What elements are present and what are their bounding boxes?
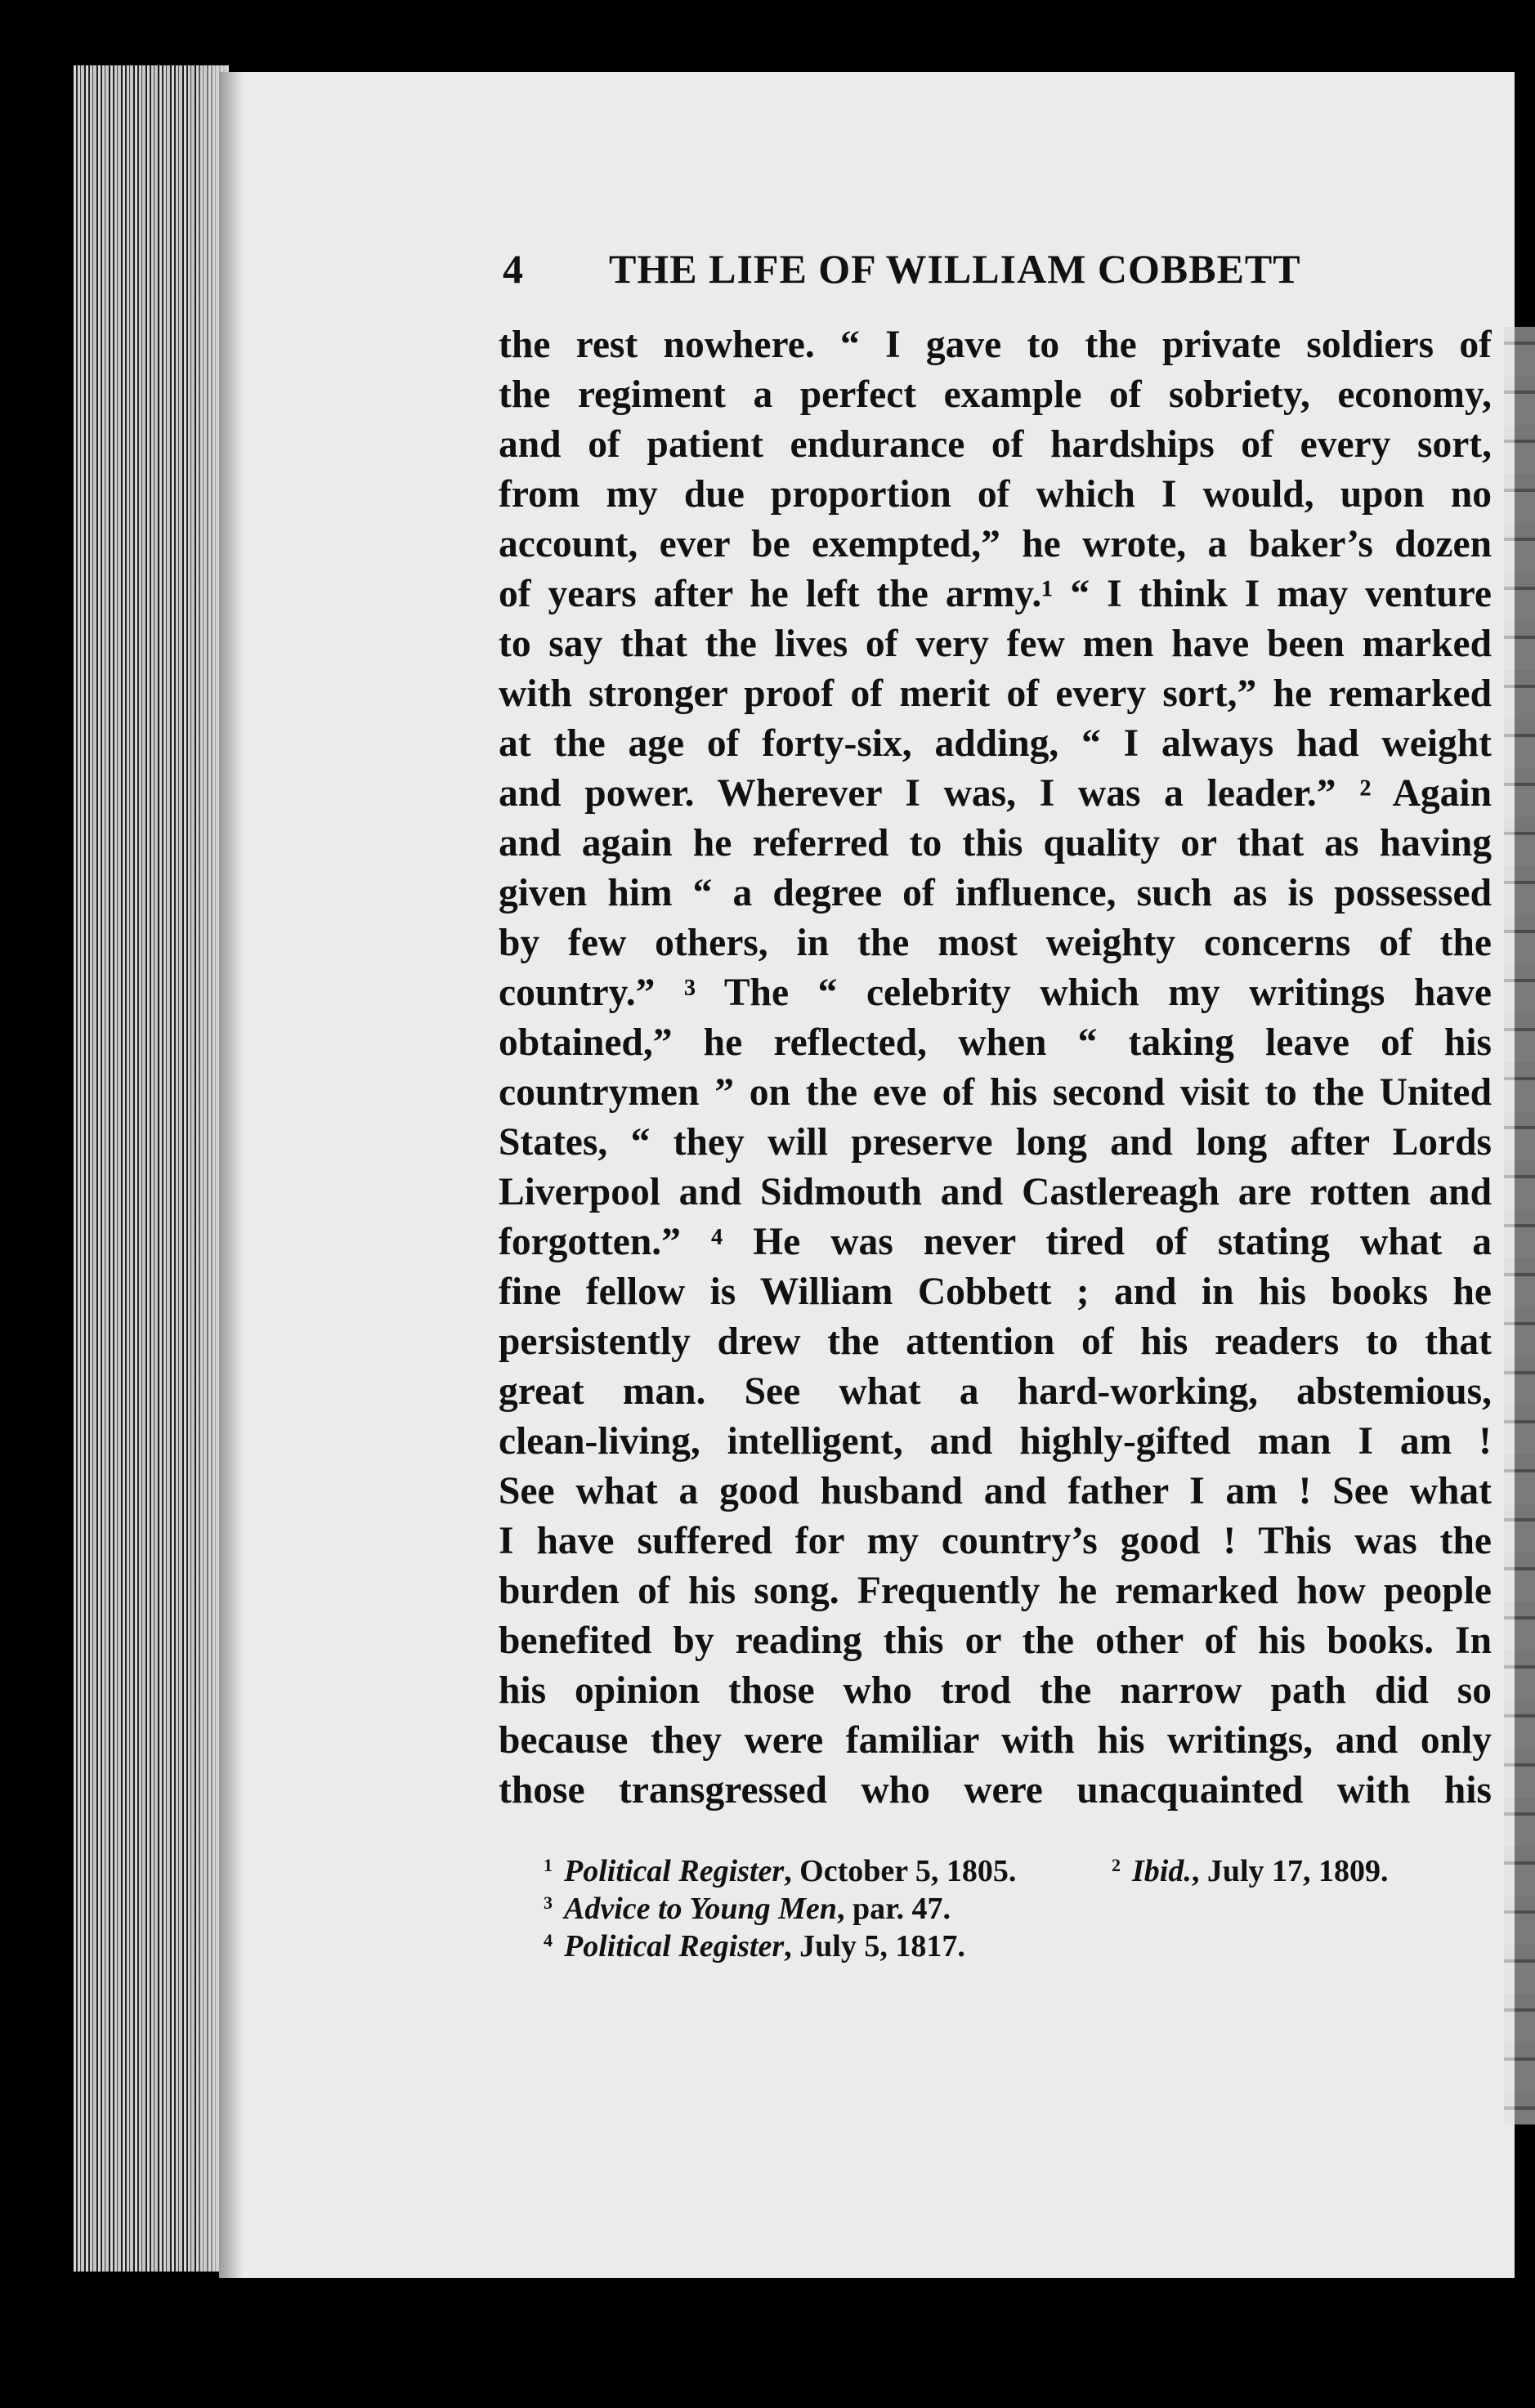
- book-page-edges: [74, 65, 229, 2272]
- footnote-3-title: Advice to Young Men: [564, 1892, 837, 1926]
- body-line: countrymen ” on the eve of his second visit to the United: [499, 1071, 1492, 1114]
- right-page-edge: [1504, 327, 1535, 2124]
- body-line: great man. See what a hard-working, abstemious,: [499, 1370, 1492, 1413]
- body-line: clean-living, intelligent, and highly-gifted man I am !: [499, 1420, 1492, 1463]
- body-line: and of patient endurance of hardships of every sort,: [499, 423, 1492, 466]
- footnote-3: [544, 1892, 951, 1926]
- footnote-4-detail: , July 5, 1817.: [784, 1929, 965, 1963]
- footnote-3-detail: , par. 47.: [836, 1892, 951, 1926]
- body-line: burden of his song. Frequently he remarked how people: [499, 1570, 1492, 1612]
- body-line: Liverpool and Sidmouth and Castlereagh are rotten and: [499, 1171, 1492, 1213]
- running-header: [503, 245, 1492, 310]
- body-line: to say that the lives of very few men have been marked: [499, 623, 1492, 665]
- body-line: See what a good husband and father I am ! See what: [499, 1470, 1492, 1512]
- body-line: obtained,” he reflected, when “ taking leave of his: [499, 1021, 1492, 1064]
- body-line: benefited by reading this or the other of his books. In: [499, 1619, 1492, 1662]
- footnotes: [544, 1847, 1459, 1963]
- footnote-row-1: [544, 1847, 1459, 1888]
- body-line: country.” ³ The “ celebrity which my writings have: [499, 972, 1492, 1014]
- footnote-4-number: 4: [544, 1930, 553, 1950]
- body-line: his opinion those who trod the narrow path did so: [499, 1669, 1492, 1712]
- body-line: fine fellow is William Cobbett ; and in his books he: [499, 1271, 1492, 1313]
- footnote-4: [544, 1929, 965, 1963]
- footnote-4-title: Political Register: [564, 1929, 785, 1963]
- page-number: 4: [503, 246, 524, 292]
- footnote-3-number: 3: [544, 1892, 553, 1913]
- body-line: and again he referred to this quality or that as having: [499, 822, 1492, 864]
- body-line: I have suffered for my country’s good ! This was the: [499, 1520, 1492, 1562]
- footnote-1: [544, 1854, 1016, 1888]
- footnote-1-number: 1: [544, 1855, 553, 1875]
- body-line: those transgressed who were unacquainted with his: [499, 1769, 1492, 1812]
- body-line: the regiment a perfect example of sobriety, economy,: [499, 373, 1492, 416]
- footnote-2-detail: , July 17, 1809.: [1191, 1854, 1389, 1888]
- body-line: States, “ they will preserve long and long after Lords: [499, 1121, 1492, 1164]
- footnote-row-3: [544, 1922, 1459, 1963]
- footnote-2-number: 2: [1112, 1855, 1121, 1875]
- body-line: from my due proportion of which I would, upon no: [499, 473, 1492, 516]
- body-text: [499, 320, 1492, 1816]
- body-line: with stronger proof of merit of every sort,” he remarked: [499, 672, 1492, 715]
- running-title: THE LIFE OF WILLIAM COBBETT: [609, 246, 1301, 292]
- footnote-1-title: Political Register: [564, 1854, 785, 1888]
- footnote-2-title: Ibid.: [1132, 1854, 1192, 1888]
- body-line: the rest nowhere. “ I gave to the private soldiers of: [499, 324, 1492, 366]
- binding-shadow: [219, 72, 244, 2278]
- body-line: persistently drew the attention of his readers to that: [499, 1320, 1492, 1363]
- body-line: because they were familiar with his writings, and only: [499, 1719, 1492, 1762]
- body-line: and power. Wherever I was, I was a leader.” ² Again: [499, 772, 1492, 815]
- body-line: at the age of forty-six, adding, “ I always had weight: [499, 722, 1492, 765]
- body-line: by few others, in the most weighty concerns of the: [499, 922, 1492, 964]
- body-line: forgotten.” ⁴ He was never tired of stating what a: [499, 1221, 1492, 1263]
- footnote-row-2: [544, 1884, 1459, 1926]
- body-line: of years after he left the army.¹ “ I think I may venture: [499, 573, 1492, 615]
- body-line: account, ever be exempted,” he wrote, a baker’s dozen: [499, 523, 1492, 565]
- footnote-1-detail: , October 5, 1805.: [784, 1854, 1017, 1888]
- body-line: given him “ a degree of influence, such as is possessed: [499, 872, 1492, 914]
